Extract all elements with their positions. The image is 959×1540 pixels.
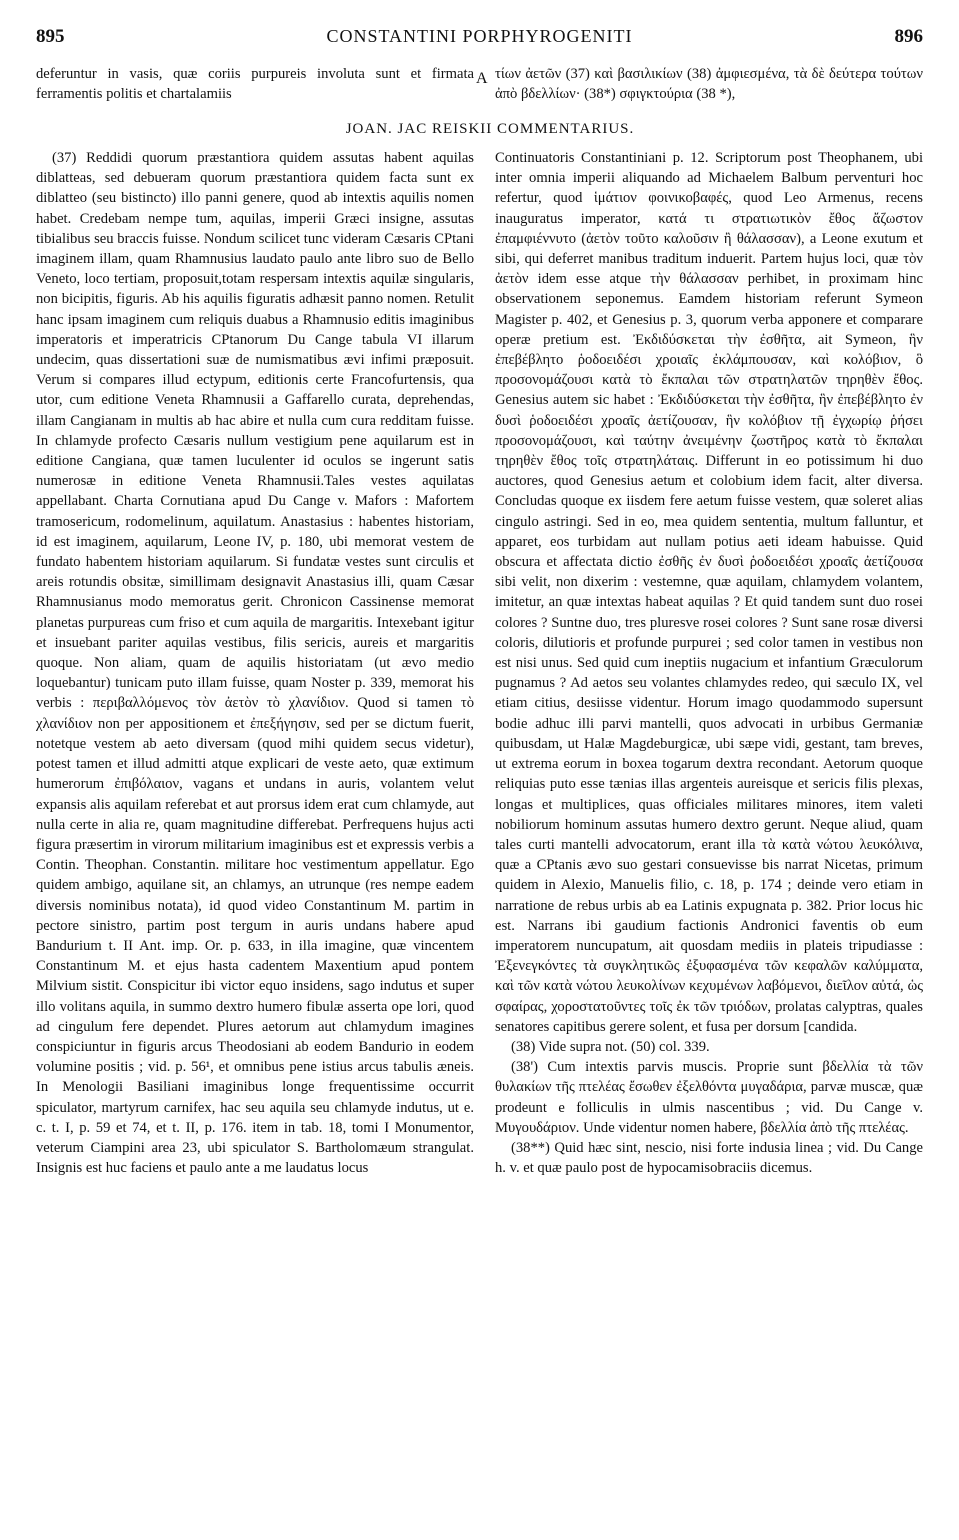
left-column	[36, 148, 474, 1178]
right-page-number: 896	[894, 26, 923, 47]
intro-right-text: τίων ἀετῶν (37) καὶ βασιλικίων (38) ἀμφιεσμένα, τὰ δὲ δεύτερα τούτων ἀπὸ βδελλίων· (38*) σφιγκτούρια (38 *),	[495, 66, 923, 103]
note-37-continued: Continuatoris Constantiniani p. 12. Scriptorum post Theophanem, ubi inter omnia imperii aliquando ad Michaelem Balbum perventuri hoc refertur, quod ἱμάτιον φοινικοβαφές, quod Leo Armenus, recens inauguratus imperator, κατά τι στρατιωτικὸν ἔθος ἄζωστον ἐπαμφιέννυτο (ἀετὸν τοῦτο καλοῦσιν ἢ θάλασσαν), a Leone exutum et sibi, qui deferret manibus traditum induerit. Partem hujus loci, quæ τὸν ἀετὸν idem esse atque τὴν θάλασσαν perhibet, in proximam hinc observationem seponemus. Eamdem historiam referunt Symeon Magister p. 402, et Genesius p. 3, quorum verba apponere et comparare operæ pretium est. Ἐκδιδύσκεται τὴν ἐσθῆτα, ait Symeon, ἣν ἐπεβέβλητο ῥοδοειδέσι χροιαῖς ἐκλάμπουσαν, καὶ κολόβιον, ὃ προσονομάζουσι κατὰ τὸ ἔκπαλαι τῶν στρατηλατῶν τηρηθὲν ἔθος. Genesius autem sic habet : Ἐκδιδύσκεται τὴν ἐσθῆτα, ἣν ἐπεβέβλητο ἐν δυσὶ ῥοδοειδέσι χροαῖς ἀετίζουσαν, ἣν κολόβιον τῇ ἐγχωρίῳ ῥήσει προσονομάζουσι, καὶ ταύτην ἀνειμένην ζωστῆρος κατὰ τὸ ἔκπαλαι τηρηθὲν ἔθος τοῖς στρατηλάταις. Differunt in eo potissimum hi duo auctores, quod Genesius aetum et colobium idem facit, alter diversa. Concludas quoque ex iisdem fere aetum fuisse vestem, quæ soleret alias cingulo astringi. Sed in eo, mea quidem sententia, multum falluntur, et apparet, eos turbidam aut nullam potius aeti ideam habuisse. Quid obscura et affectata dictio ἐσθῆς ἐν δυσὶ ῥοδοειδέσι χροαῖς ἀετίζουσα sibi velit, non dixerim : vestemne, quæ aquilam, chlamydem volantem, imitetur, an quæ intextas habeat aquilas ? Et quid tandem sunt duo rosei colores ? Suntne duo, tres pluresve rosei colores ? Sunt sane rosæ diversi coloris, dilutioris et profunde purpurei ; sed color tamen in vestibus non est nisi unus. Sed quid cum ineptiis nugacium et infantium Græculorum pugnamus ? Ad aetos seu volantes chlamydes redeo, qui sæculo IX, vel etiam citius, desiisse videntur. Horum imago quodammodo supersunt bodie adhuc illi parvi mantelli, quos advocati in urbibus Germaniæ quibusdam, ut Halæ Magdeburgicæ, ubi sæpe vidi, gestant, tam breves, ut extrema eorum in boxea togarum dextra recondant. Aetorum quoque reliquias puto esse tænias illas argenteis aureisque et sericis filis plexas, longas et multiplices, quas officiales militares minores, item valeti nobiliorum hominum assutas humero dextro gerunt. Neque aliud, quam tales curti mantelli advocatorum, erant illa τὰ κατὰ νώτου λευκόλινα, quæ a CPtanis ævo suo gestari consuevisse bis narrat Nicetas, primum quidem in Alexio, Manuelis filio, c. 18, p. 174 ; deinde vero etiam in narratione de rebus urbis ab ea Latinis expugnata p. 382. Prior locus hic est. Narrans ibi gaudium factionis Andronici faventis ob eum imperatorem nuncupatum, ait quosdam mediis in plateis tripudiasse : Ἐξενεγκόντες τὰ συγκλητικῶς ἐξυφασμένα τῶν κεφαλῶν καλύμματα, καὶ τῶν κατὰ νώτου λευκολίνων κεχυμένων λαβόμενοι, διεῖλον αὐτά, ὡς σφαίρας, χοροστατοῦντες τοῖς ἐκ τῶν τριόδων, prolatas calyptras, quales senatores capitibus gerere solent, et fusa per dorsum [candida.	[495, 150, 923, 1035]
note-37: (37) Reddidi quorum præstantiora quidem assutas habent aquilas diblatteas, sed debueram quorum præstantiora quidem facta sunt ex diblatteo (seu bistincto) illo panni genere, quod ab intextis aquilis nomen habet. Credebam nempe tum, aquilas, imperii Græci insigne, assutas tibialibus seu braccis fuisse. Nondum scilicet tunc videram Cæsaris CPtani imaginem illam, quam Rhamnusius laudato paulo ante libro suo de Bello Veneto, loco tertiam, proposuit,totam respersam intextis aquilæ singularis, non bicipitis, figuris. Ab his aquilis figuratis adhæsit panno nomen. Retulit hanc ipsam imaginem cum reliquis duabus a Rhamnusio editis imaginibus imperatoris et imperatricis CPtanorum Du Cange tabula VI illarum undecim, quas dissertationi suæ de numismatibus ævi infimi præposuit. Verum si compares illud ectypum, editionis certe Francofurtensis, qua utor, cum editione Veneta Rhamnusii a Gaffarello curata, deprehendas, illam Cangianam in multis ab hac abire et nulla cum cura redditam fuisse. In chlamyde profecto Cæsaris nullum vestigium pene aquilarum est in editione Cangiana, quæ tamen luculenter id oculos se ingerunt satis numerosæ in editione Veneta Rhamnusii.Tales vestes aquilatas appellabant. Charta Cornutiana apud Du Cange v. Mafors : Mafortem tramosericum, rodomelinum, aquilatum. Anastasius : habentes historiam, id est imaginem, aquilarum, Leone IV, p. 180, ubi memorat vestem de fundato habentem historiam aquilarum. Si fundatæ vestes sunt circulis et areis rotundis obsitæ, simillimam designavit Anastasius illi, quam Cæsar Rhamnusianus modo memoratus gerit. Chronicon Cassinense memorat planetas purpureas cum friso et cum aquila de margaritis. Intexebant igitur et insuebant pariter aquilas vestibus, filis sericis, aureis et margaritis quoque. Non aliam, quam de aquilis historiatam (ut ævo medio loquebantur) tunicam puto illam fuisse, quam Noster p. 339, memorat his verbis : περιβαλλόμενος τὸν ἀετὸν τὸ χλανίδιον. Quod si tamen τὸ χλανίδιον non per appositionem et ἐπεξήγησιν, sed per se dictum fuerit, notetque vestem ab aeto diversam (quod mihi quidem secus videtur), potest tamen et illud admitti atque explicari de veste aeto, quæ extimum humerorum ἐπιβόλαιον, vagans et undans in auris, volantem velut expansis alis aquilam referebat et aut prorsus idem erat cum chlamyde, aut nulla certe in alia re, quam magnitudine differebat. Perfrequens hujus acti figura præsertim in virorum militarium imaginibus est et expressis verbis a Contin. Theophan. Constantin. militare hoc vestimentum appellatur. Ego quidem ambigo, aquilane sit, an chlamys, an utrunque (res nempe eadem diversis nominibus notata), id quod video Constantinum M. partim in pectore sinistro, partim post tergum in auris undans habere apud Bandurium t. II Ant. imp. Or. p. 633, in illa imagine, quæ vincentem Constantinum M. et ejus hasta cadentem Maxentium apud pontem Milvium sistit. Conspicitur ibi victor equo insidens, sago indutus et super illo volitans aquila, in summo dextro humero fibulæ asserta ope lori, quod ad cingulum fere dependet. Plures aetorum aut chlamydum imagines conspiciuntur in figuris arcus Theodosiani ab eodem Bandurio in eodem volumine positis ; vid. p. 56¹, et omnibus pene istius arcus tabulis æneis. In Menologii Basiliani imaginibus longe frequentissime occurrit spiculator, martyrum carnifex, hac seu aquila seu chlamyde indutus, ut e. c. t. I, p. 59 et 74, et t. II, p. 176. item in tab. 18, tomi I Monumentor, veterum Ciampini area 23, ubi spiculator S. Bartholomæum strangulat. Insignis est huc faciens et paulo ante a me laudatus locus	[36, 150, 474, 1177]
running-title: CONSTANTINI PORPHYROGENITI	[326, 26, 633, 46]
margin-marker-a: A	[476, 70, 488, 87]
left-page-number: 895	[36, 26, 65, 47]
intro-left-text: deferuntur in vasis, quæ coriis purpureis involuta sunt et firmata ferramentis politis et chartalamiis	[36, 66, 474, 103]
intro-right	[495, 64, 923, 104]
note-38-double-star: (38**) Quid hæc sint, nescio, nisi forte indusia linea ; vid. Du Cange h. v. et quæ paulo post de hypocamisobraciis dicemus.	[495, 1139, 923, 1177]
page-header	[36, 20, 923, 54]
intro-left	[36, 64, 474, 104]
commentary-title: JOAN. JAC REISKII COMMENTARIUS.	[345, 121, 635, 137]
note-38-star: (38') Cum intextis parvis muscis. Proprie sunt βδελλία τὰ τῶν θυλακίων τῆς πτελέας ἔσωθεν ἐξελθόντα μυγαδάρια, parvæ muscæ, quæ prodeunt e folliculis in ulmis nascentibus ; vid. Du Cange v. Μυγουδάριον. Unde videntur nomen habere, βδελλία ἀπὸ τῆς πτελέας.	[495, 1059, 923, 1136]
right-column	[495, 148, 923, 1178]
note-38: (38) Vide supra not. (50) col. 339.	[511, 1038, 710, 1055]
